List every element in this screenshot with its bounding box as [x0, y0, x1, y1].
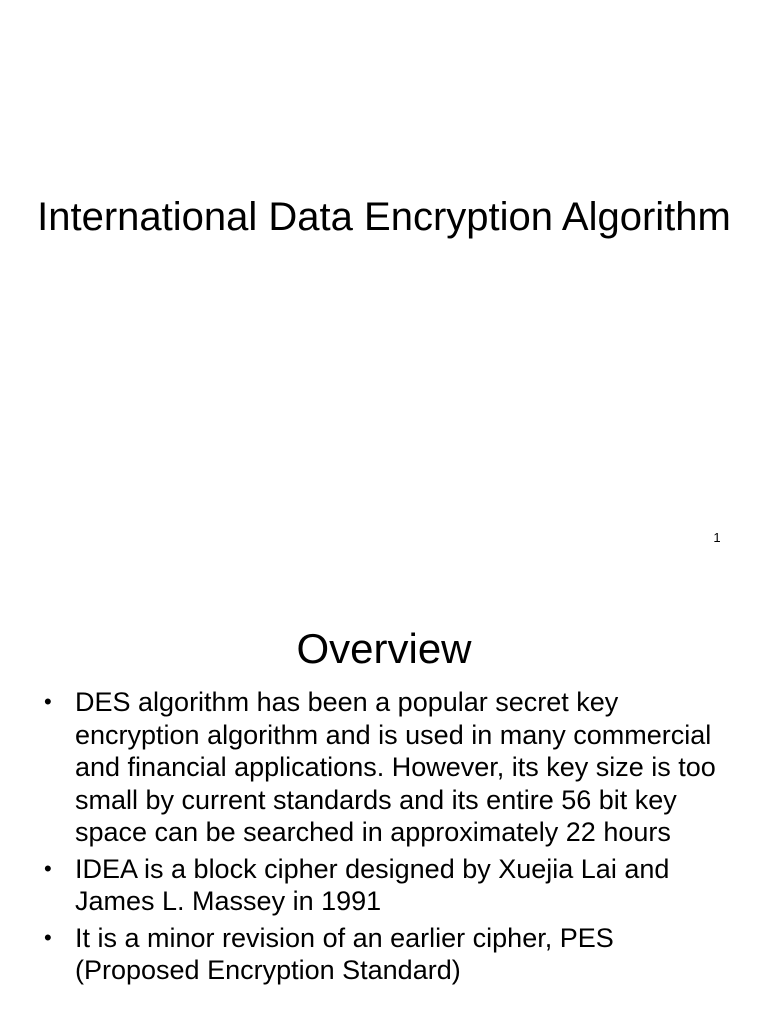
- bullet-list: [44, 686, 734, 991]
- bullet-item: [44, 922, 734, 987]
- bullet-item: [44, 853, 734, 918]
- slide-number: 1: [713, 530, 721, 545]
- bullet-item: [44, 686, 734, 849]
- bullet-icon: •: [44, 689, 52, 714]
- bullet-text: DES algorithm has been a popular secret key encryption algorithm and is used in many commercial and financial applications. However, its key size is too small by current standards and its entire 56 bit key space can be searched in approximately 22 hours: [75, 687, 716, 847]
- slide-title: Overview: [296, 625, 472, 672]
- bullet-icon: •: [44, 855, 52, 881]
- slide-title: International Data Encryption Algorithm: [37, 195, 731, 239]
- bullet-text: It is a minor revision of an earlier cipher, PES (Proposed Encryption Standard): [75, 922, 614, 985]
- bullet-text: IDEA is a block cipher designed by Xuejia Lai and James L. Massey in 1991: [75, 853, 670, 916]
- slide-2: [0, 576, 768, 1024]
- bullet-icon: •: [44, 924, 52, 950]
